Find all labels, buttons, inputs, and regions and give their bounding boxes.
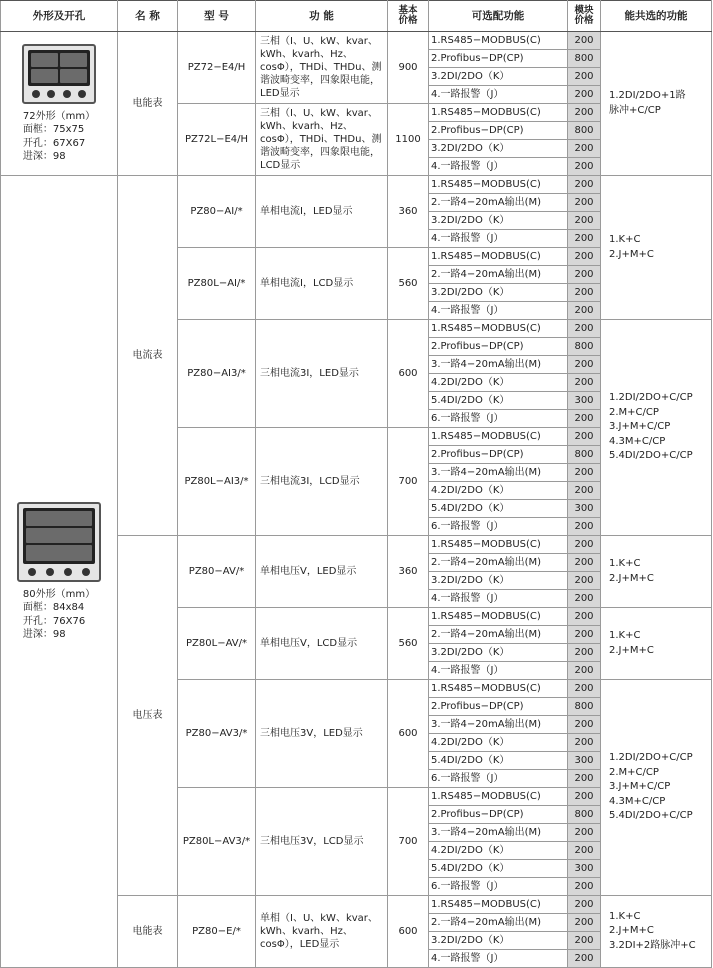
module-price: 200 bbox=[568, 662, 601, 680]
model-number: PZ72−E4/H bbox=[178, 32, 256, 104]
module-price: 800 bbox=[568, 698, 601, 716]
module-price: 200 bbox=[568, 932, 601, 950]
combination-item: 5.4DI/2DO+C/CP bbox=[609, 810, 693, 822]
model-function: 三相电压3V，LED显示 bbox=[256, 680, 388, 788]
option-item: 1.RS485−MODBUS(C) bbox=[429, 428, 568, 446]
module-price: 200 bbox=[568, 572, 601, 590]
base-price: 600 bbox=[388, 896, 429, 968]
combination-item: 1.K+C bbox=[609, 630, 641, 641]
combination-item: 1.K+C bbox=[609, 910, 641, 922]
combination-group bbox=[601, 896, 712, 968]
option-item: 2.一路4−20mA输出(M) bbox=[429, 914, 568, 932]
module-price: 200 bbox=[568, 842, 601, 860]
category-energy2: 电能表 bbox=[118, 896, 178, 968]
model-number: PZ80−AV3/* bbox=[178, 680, 256, 788]
option-item: 4.一路报警（J） bbox=[429, 86, 568, 104]
option-item: 2.一路4−20mA输出(M) bbox=[429, 626, 568, 644]
model-number: PZ80L−AV/* bbox=[178, 608, 256, 680]
category-energy: 电能表 bbox=[118, 32, 178, 176]
module-price: 300 bbox=[568, 752, 601, 770]
option-item: 4.一路报警（J） bbox=[429, 590, 568, 608]
module-price: 200 bbox=[568, 788, 601, 806]
combination-group bbox=[601, 608, 712, 680]
shape-80 bbox=[1, 176, 118, 968]
module-price: 200 bbox=[568, 482, 601, 500]
option-item: 5.4DI/2DO（K） bbox=[429, 392, 568, 410]
combination-group bbox=[601, 536, 712, 608]
header-shape: 外形及开孔 bbox=[1, 1, 118, 32]
option-item: 3.2DI/2DO（K） bbox=[429, 644, 568, 662]
option-item: 2.Profibus−DP(CP) bbox=[429, 806, 568, 824]
combination-item: 2.J+M+C bbox=[609, 925, 654, 937]
module-price: 300 bbox=[568, 392, 601, 410]
model-function: 单相电流I，LCD显示 bbox=[256, 248, 388, 320]
module-price: 800 bbox=[568, 122, 601, 140]
combination-item: 3.J+M+C/CP bbox=[609, 781, 671, 793]
model-number: PZ80L−AV3/* bbox=[178, 788, 256, 896]
module-price: 800 bbox=[568, 50, 601, 68]
option-item: 6.一路报警（J） bbox=[429, 770, 568, 788]
option-item: 5.4DI/2DO（K） bbox=[429, 500, 568, 518]
option-item: 4.2DI/2DO（K） bbox=[429, 374, 568, 392]
option-item: 4.2DI/2DO（K） bbox=[429, 734, 568, 752]
shape-spec-line: 面框：84x84 bbox=[22, 602, 85, 613]
option-item: 4.一路报警（J） bbox=[429, 302, 568, 320]
module-price: 200 bbox=[568, 734, 601, 752]
option-item: 6.一路报警（J） bbox=[429, 878, 568, 896]
shape-spec-line: 进深：98 bbox=[22, 151, 66, 162]
combination-group bbox=[601, 32, 712, 176]
option-item: 3.一路4−20mA输出(M) bbox=[429, 356, 568, 374]
option-item: 3.2DI/2DO（K） bbox=[429, 140, 568, 158]
model-function: 三相（I、U、kW、kvar、kWh、kvarh、Hz、cosΦ），THDi、THDu、测谐波畸变率，四象限电能，LED显示 bbox=[256, 32, 388, 104]
combination-group bbox=[601, 176, 712, 320]
category-current: 电流表 bbox=[118, 176, 178, 536]
module-price: 200 bbox=[568, 536, 601, 554]
shape-spec-line: 面框：75x75 bbox=[22, 124, 85, 135]
combination-item: 4.3M+C/CP bbox=[609, 795, 666, 807]
combination-item: 2.M+C/CP bbox=[609, 766, 659, 778]
option-item: 2.一路4−20mA输出(M) bbox=[429, 194, 568, 212]
module-price: 200 bbox=[568, 950, 601, 968]
meter-80-image bbox=[17, 502, 101, 582]
table-row bbox=[1, 176, 712, 194]
combination-item: 1.K+C bbox=[609, 234, 641, 245]
header-name: 名 称 bbox=[118, 1, 178, 32]
header-model: 型 号 bbox=[178, 1, 256, 32]
model-number: PZ80−E/* bbox=[178, 896, 256, 968]
option-item: 2.Profibus−DP(CP) bbox=[429, 698, 568, 716]
shape-spec-line: 开孔：76X76 bbox=[22, 615, 86, 627]
base-price: 900 bbox=[388, 32, 429, 104]
option-item: 1.RS485−MODBUS(C) bbox=[429, 608, 568, 626]
combination-item: 1.2DI/2DO+C/CP bbox=[609, 752, 693, 764]
module-price: 200 bbox=[568, 518, 601, 536]
option-item: 4.2DI/2DO（K） bbox=[429, 482, 568, 500]
model-function: 三相电流3I，LED显示 bbox=[256, 320, 388, 428]
header-combinations: 能共选的功能 bbox=[601, 1, 712, 32]
table-body bbox=[1, 32, 712, 968]
option-item: 1.RS485−MODBUS(C) bbox=[429, 536, 568, 554]
base-price: 600 bbox=[388, 680, 429, 788]
module-price: 300 bbox=[568, 500, 601, 518]
option-item: 5.4DI/2DO（K） bbox=[429, 860, 568, 878]
combination-item: 3.2DI+2路脉冲+C bbox=[609, 939, 696, 951]
model-function: 三相电压3V，LCD显示 bbox=[256, 788, 388, 896]
combination-item: 1.2DI/2DO+C/CP bbox=[609, 392, 693, 404]
option-item: 2.Profibus−DP(CP) bbox=[429, 446, 568, 464]
module-price: 300 bbox=[568, 860, 601, 878]
module-price: 200 bbox=[568, 626, 601, 644]
option-item: 6.一路报警（J） bbox=[429, 410, 568, 428]
base-price: 360 bbox=[388, 536, 429, 608]
option-item: 3.2DI/2DO（K） bbox=[429, 68, 568, 86]
shape-spec-line: 开孔：67X67 bbox=[22, 137, 86, 149]
option-item: 1.RS485−MODBUS(C) bbox=[429, 788, 568, 806]
category-voltage: 电压表 bbox=[118, 536, 178, 896]
option-item: 3.一路4−20mA输出(M) bbox=[429, 464, 568, 482]
combination-group bbox=[601, 680, 712, 896]
table-header-row bbox=[1, 1, 712, 32]
module-price: 200 bbox=[568, 194, 601, 212]
module-price: 800 bbox=[568, 338, 601, 356]
option-item: 1.RS485−MODBUS(C) bbox=[429, 896, 568, 914]
option-item: 4.一路报警（J） bbox=[429, 158, 568, 176]
option-item: 4.2DI/2DO（K） bbox=[429, 842, 568, 860]
module-price: 200 bbox=[568, 104, 601, 122]
combination-item: 4.3M+C/CP bbox=[609, 435, 666, 447]
combination-group bbox=[601, 320, 712, 536]
module-price: 200 bbox=[568, 554, 601, 572]
model-function: 三相（I、U、kW、kvar、kWh、kvarh、Hz、cosΦ），THDi、THDu、测谐波畸变率，四象限电能，LCD显示 bbox=[256, 104, 388, 176]
combination-item: 2.M+C/CP bbox=[609, 406, 659, 418]
base-price: 600 bbox=[388, 320, 429, 428]
option-item: 3.2DI/2DO（K） bbox=[429, 212, 568, 230]
combination-item: 1.K+C bbox=[609, 558, 641, 569]
module-price: 200 bbox=[568, 86, 601, 104]
option-item: 3.一路4−20mA输出(M) bbox=[429, 716, 568, 734]
module-price: 200 bbox=[568, 608, 601, 626]
module-price: 800 bbox=[568, 806, 601, 824]
table-row bbox=[1, 32, 712, 50]
module-price: 200 bbox=[568, 824, 601, 842]
module-price: 200 bbox=[568, 590, 601, 608]
base-price: 1100 bbox=[388, 104, 429, 176]
shape-spec-line: 80外形（mm） bbox=[22, 588, 96, 600]
option-item: 6.一路报警（J） bbox=[429, 518, 568, 536]
combination-item: 2.J+M+C bbox=[609, 248, 654, 260]
model-function: 单相电压V，LCD显示 bbox=[256, 608, 388, 680]
module-price: 200 bbox=[568, 158, 601, 176]
option-item: 2.Profibus−DP(CP) bbox=[429, 338, 568, 356]
module-price: 200 bbox=[568, 914, 601, 932]
meter-72-image bbox=[22, 44, 96, 104]
combination-item: 2.J+M+C bbox=[609, 644, 654, 656]
module-price: 800 bbox=[568, 446, 601, 464]
module-price: 200 bbox=[568, 176, 601, 194]
option-item: 1.RS485−MODBUS(C) bbox=[429, 176, 568, 194]
module-price: 200 bbox=[568, 140, 601, 158]
combination-item: 2.J+M+C bbox=[609, 572, 654, 584]
module-price: 200 bbox=[568, 68, 601, 86]
module-price: 200 bbox=[568, 212, 601, 230]
model-number: PZ72L−E4/H bbox=[178, 104, 256, 176]
module-price: 200 bbox=[568, 284, 601, 302]
model-number: PZ80−AI3/* bbox=[178, 320, 256, 428]
option-item: 4.一路报警（J） bbox=[429, 662, 568, 680]
option-item: 3.一路4−20mA输出(M) bbox=[429, 824, 568, 842]
model-function: 单相电压V，LED显示 bbox=[256, 536, 388, 608]
option-item: 3.2DI/2DO（K） bbox=[429, 572, 568, 590]
option-item: 3.2DI/2DO（K） bbox=[429, 284, 568, 302]
combination-item: 1.2DI/2DO+1路 bbox=[609, 90, 686, 101]
module-price: 200 bbox=[568, 356, 601, 374]
option-item: 4.一路报警（J） bbox=[429, 950, 568, 968]
module-price: 200 bbox=[568, 32, 601, 50]
shape-spec-line: 72外形（mm） bbox=[22, 110, 96, 122]
module-price: 200 bbox=[568, 266, 601, 284]
module-price: 200 bbox=[568, 716, 601, 734]
option-item: 4.一路报警（J） bbox=[429, 230, 568, 248]
module-price: 200 bbox=[568, 896, 601, 914]
module-price: 200 bbox=[568, 770, 601, 788]
module-price: 200 bbox=[568, 680, 601, 698]
combination-item: 脉冲+C/CP bbox=[609, 104, 661, 116]
combination-item: 3.J+M+C/CP bbox=[609, 421, 671, 433]
module-price: 200 bbox=[568, 464, 601, 482]
base-price: 560 bbox=[388, 248, 429, 320]
model-function: 单相（I、U、kW、kvar、kWh、kvarh、Hz、cosΦ），LED显示 bbox=[256, 896, 388, 968]
module-price: 200 bbox=[568, 302, 601, 320]
shape-72 bbox=[1, 32, 118, 176]
base-price: 700 bbox=[388, 788, 429, 896]
header-base-price: 基本 价格 bbox=[388, 1, 429, 32]
module-price: 200 bbox=[568, 878, 601, 896]
base-price: 560 bbox=[388, 608, 429, 680]
shape-spec-line: 进深：98 bbox=[22, 629, 66, 640]
option-item: 1.RS485−MODBUS(C) bbox=[429, 32, 568, 50]
base-price: 360 bbox=[388, 176, 429, 248]
model-function: 单相电流I，LED显示 bbox=[256, 176, 388, 248]
header-function: 功 能 bbox=[256, 1, 388, 32]
header-options: 可选配功能 bbox=[429, 1, 568, 32]
option-item: 3.2DI/2DO（K） bbox=[429, 932, 568, 950]
module-price: 200 bbox=[568, 248, 601, 266]
option-item: 1.RS485−MODBUS(C) bbox=[429, 680, 568, 698]
base-price: 700 bbox=[388, 428, 429, 536]
module-price: 200 bbox=[568, 644, 601, 662]
option-item: 1.RS485−MODBUS(C) bbox=[429, 248, 568, 266]
model-number: PZ80−AI/* bbox=[178, 176, 256, 248]
module-price: 200 bbox=[568, 410, 601, 428]
combination-item: 5.4DI/2DO+C/CP bbox=[609, 450, 693, 462]
option-item: 1.RS485−MODBUS(C) bbox=[429, 104, 568, 122]
model-number: PZ80−AV/* bbox=[178, 536, 256, 608]
model-function: 三相电流3I，LCD显示 bbox=[256, 428, 388, 536]
module-price: 200 bbox=[568, 428, 601, 446]
model-number: PZ80L−AI3/* bbox=[178, 428, 256, 536]
model-number: PZ80L−AI/* bbox=[178, 248, 256, 320]
option-item: 2.一路4−20mA输出(M) bbox=[429, 554, 568, 572]
module-price: 200 bbox=[568, 230, 601, 248]
option-item: 2.一路4−20mA输出(M) bbox=[429, 266, 568, 284]
option-item: 2.Profibus−DP(CP) bbox=[429, 122, 568, 140]
option-item: 2.Profibus−DP(CP) bbox=[429, 50, 568, 68]
option-item: 1.RS485−MODBUS(C) bbox=[429, 320, 568, 338]
module-price: 200 bbox=[568, 374, 601, 392]
header-module-price: 模块 价格 bbox=[568, 1, 601, 32]
option-item: 5.4DI/2DO（K） bbox=[429, 752, 568, 770]
module-price: 200 bbox=[568, 320, 601, 338]
